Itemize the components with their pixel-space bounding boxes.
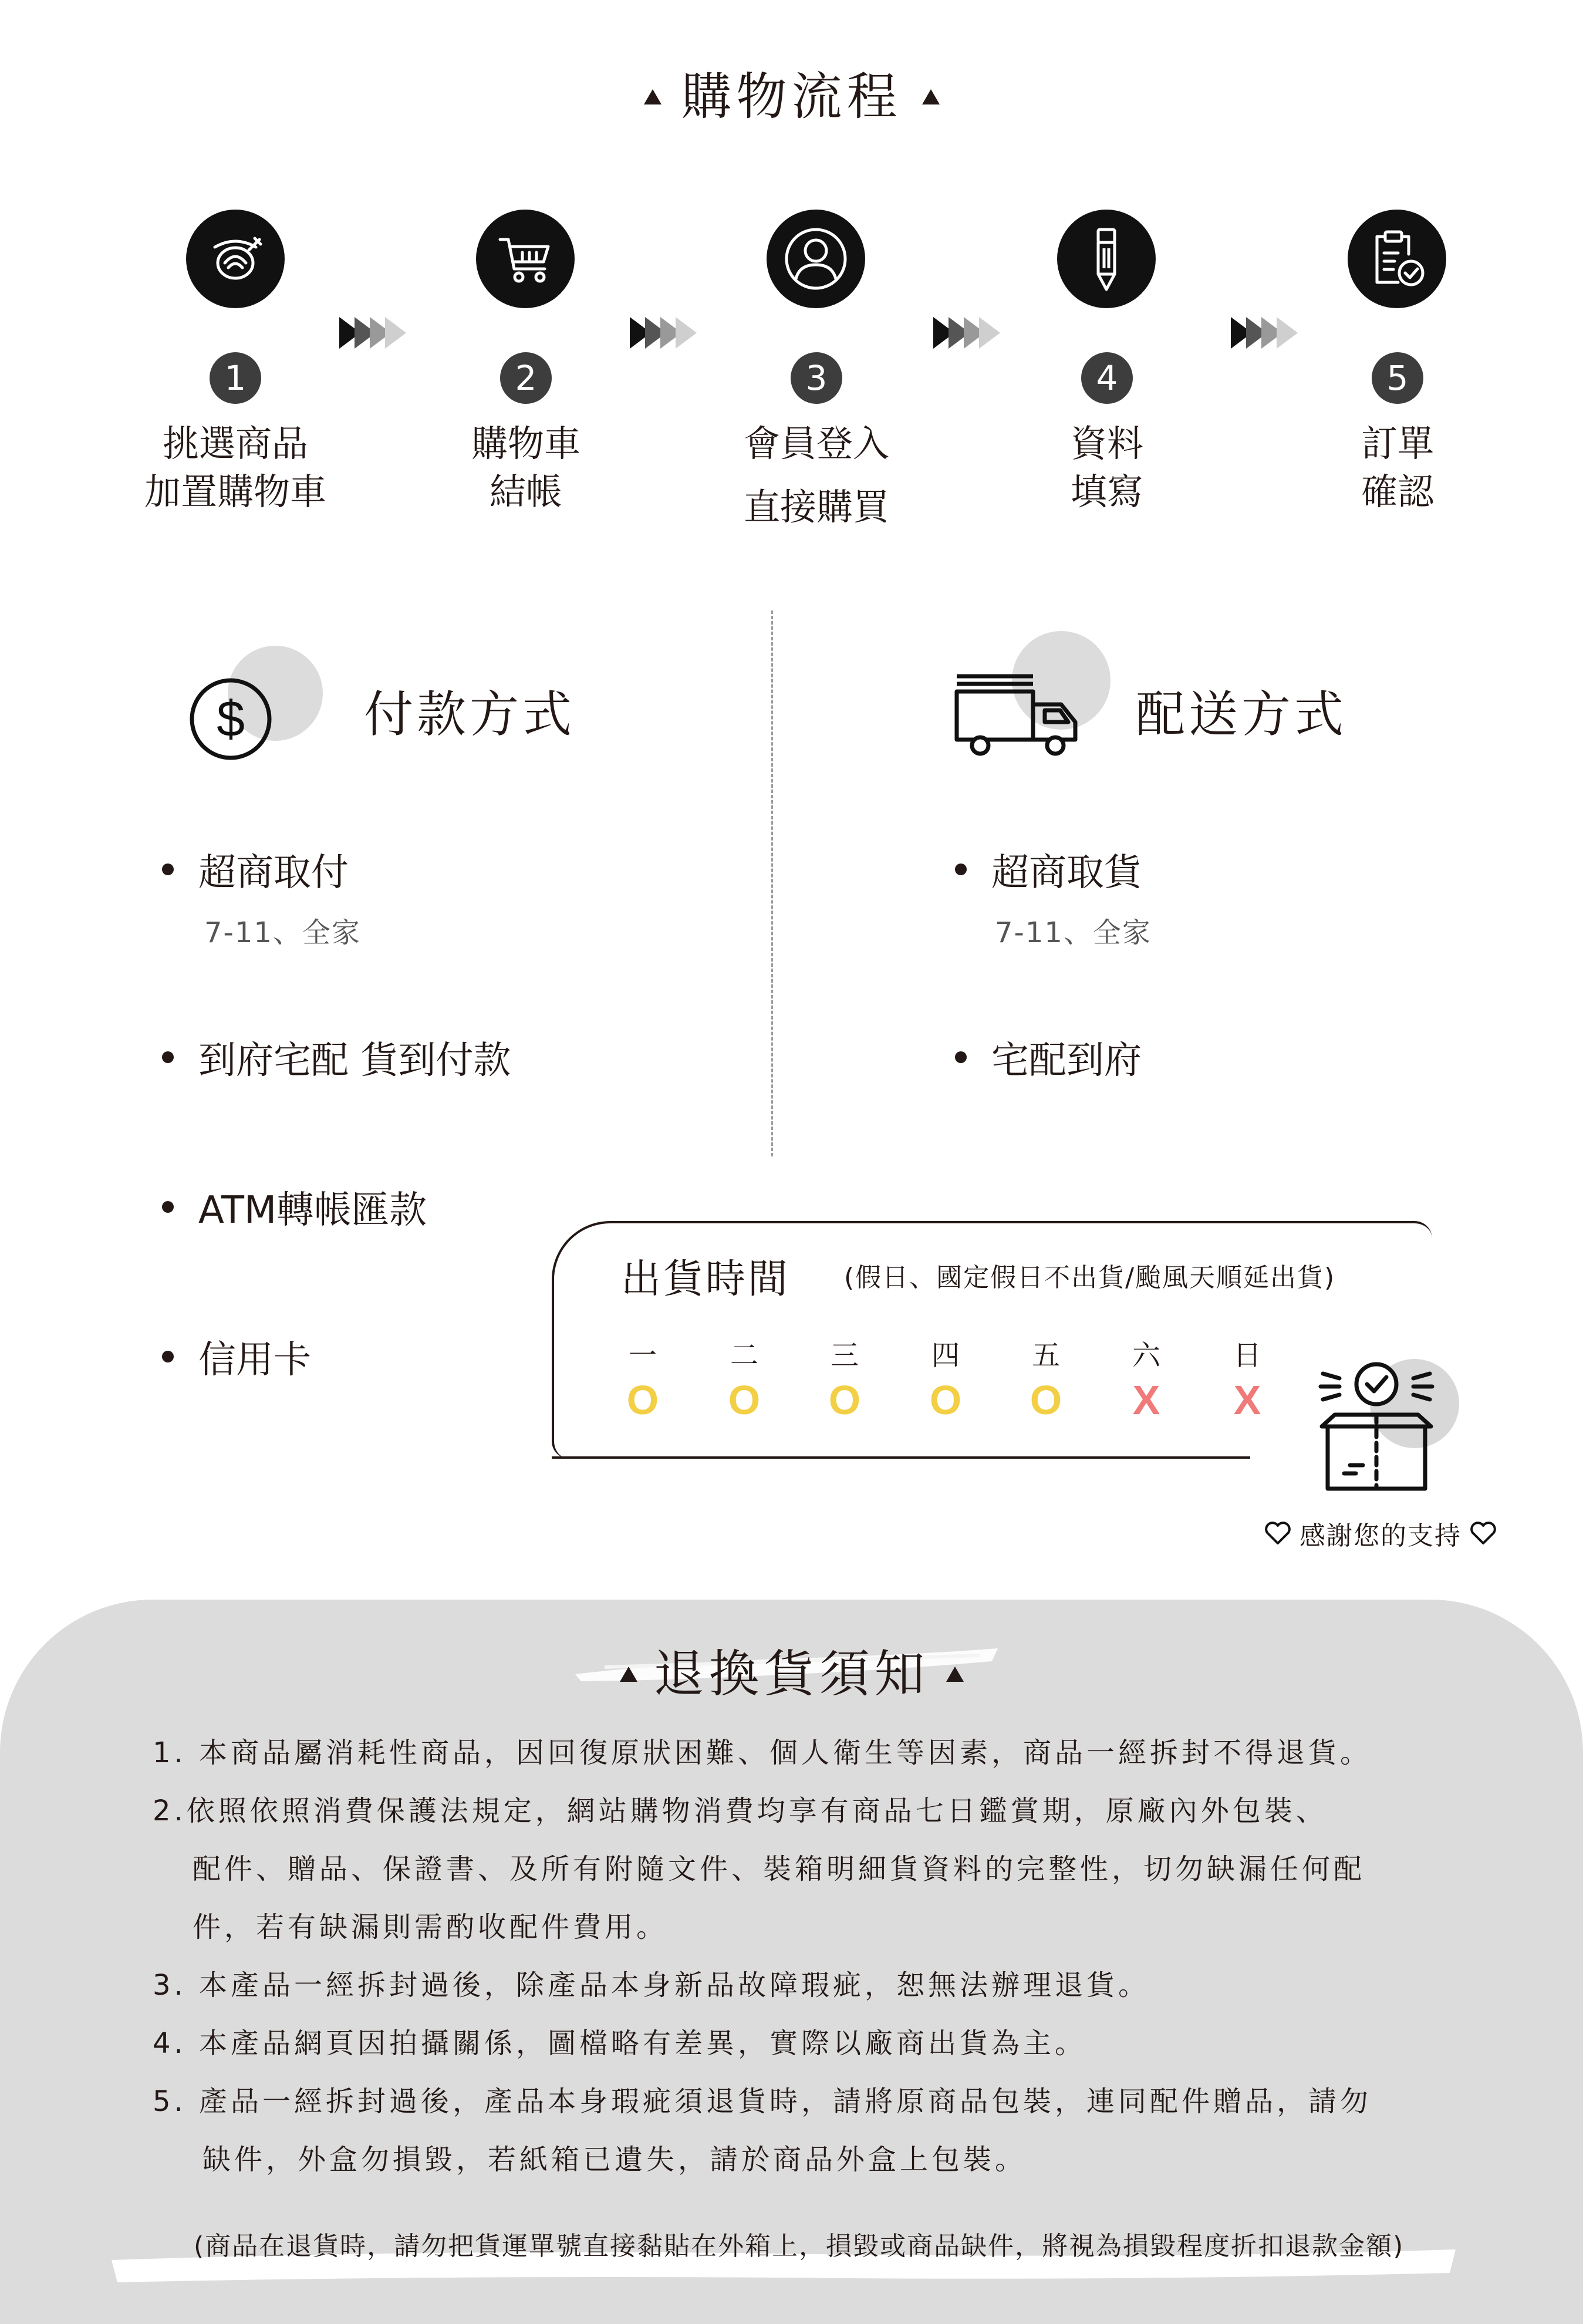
payment-item: ATM轉帳匯款 [162,1180,427,1234]
step-label: 資料 填寫 [1070,422,1143,513]
return-rule: 4. 本產品網頁因拍攝關係，圖檔略有差異，實際以廠商出貨為主。 [153,2027,1087,2060]
ship-mark-no: X [1233,1377,1261,1423]
clipboard-check-icon [1348,210,1446,308]
return-rule: 2.依照依照消費保護法規定，網站購物消費均享有商品七日鑑賞期，原廠內外包裝、 [153,1795,1328,1827]
thanks-message: 感謝您的支持 [1256,1515,1505,1552]
weekday-label: 三 [830,1339,859,1372]
return-rule: 3. 本產品一經拆封過後，除產品本身新品故障瑕疵，恕無法辦理退貨。 [153,1969,1150,2002]
weekday-label: 二 [730,1339,758,1372]
triangle-icon [644,89,661,104]
return-rule: 件，若有缺漏則需酌收配件費用。 [193,1911,669,1944]
divider [771,610,773,1156]
ship-mark-yes: O [1030,1377,1062,1423]
step-label: 訂單 確認 [1361,422,1434,513]
weekday-label: 四 [931,1339,960,1372]
step-number: 3 [791,352,842,404]
delivery-item-sub: 7-11、全家 [995,916,1152,949]
weekday-label: 日 [1233,1339,1261,1372]
weekday-label: 五 [1031,1339,1060,1372]
return-rule: 配件、贈品、保證書、及所有附隨文件、裝箱明細貨資料的完整性，切勿缺漏任何配 [193,1853,1366,1885]
package-check-icon [1309,1350,1444,1494]
payment-item: 超商取付 [162,842,349,896]
return-policy-title: 退換貨須知 [0,1633,1583,1706]
pencil-icon [1057,210,1156,308]
heart-icon [1470,1521,1497,1546]
shipping-note: (假日、國定假日不出貨/颱風天順延出貨) [844,1263,1336,1293]
step-label: 會員登入 直接購買 [743,422,889,528]
return-rule: 5. 產品一經拆封過後，產品本身瑕疵須退貨時，請將原商品包裝，連同配件贈品，請勿 [153,2085,1372,2118]
ship-mark-yes: O [828,1377,861,1423]
payment-item: 信用卡 [162,1330,311,1384]
step-number: 1 [210,352,261,404]
return-rule: 缺件，外盒勿損毀，若紙箱已遺失，請於商品外盒上包裝。 [202,2143,1027,2176]
step-number: 5 [1372,352,1423,404]
cart-icon [476,210,575,308]
svg-text:$: $ [217,691,245,747]
shipping-box-border [552,1456,1250,1459]
weekday-label: 六 [1132,1339,1160,1372]
ship-mark-yes: O [929,1377,962,1423]
arrow-icon [630,312,700,353]
arrow-icon [933,312,1004,353]
ship-mark-yes: O [626,1377,659,1423]
arrow-icon [339,312,410,353]
weekday-label: 一 [628,1339,657,1372]
triangle-icon [620,1667,637,1682]
return-footnote: (商品在退貨時，請勿把貨運單號直接黏貼在外箱上，損毀或商品缺件，將視為損毀程度折扣退款金額) [194,2231,1405,2261]
ship-mark-yes: O [728,1377,761,1423]
return-rule: 1. 本商品屬消耗性商品，因回復原狀困難、個人衛生等因素，商品一經拆封不得退貨。 [153,1736,1372,1769]
ship-mark-no: X [1132,1377,1160,1423]
user-icon [767,210,865,308]
arrow-icon [1231,312,1301,353]
payment-item-sub: 7-11、全家 [204,916,361,949]
truck-icon [951,663,1086,763]
triangle-icon [922,89,940,104]
payment-item: 到府宅配 貨到付款 [162,1030,511,1084]
payment-title: 付款方式 [364,686,576,743]
page-title: 購物流程 [0,56,1583,129]
delivery-item: 超商取貨 [955,842,1142,896]
dollar-icon [187,675,275,763]
shopping-bag-icon [186,210,285,308]
step-number: 4 [1081,352,1133,404]
delivery-title: 配送方式 [1136,686,1348,743]
shipping-title: 出貨時間 [621,1256,791,1303]
delivery-item: 宅配到府 [955,1030,1142,1084]
step-number: 2 [500,352,552,404]
triangle-icon [946,1667,964,1682]
step-label: 購物車 結帳 [471,422,580,513]
heart-icon [1264,1521,1291,1546]
step-label: 挑選商品 加置購物車 [144,422,326,513]
